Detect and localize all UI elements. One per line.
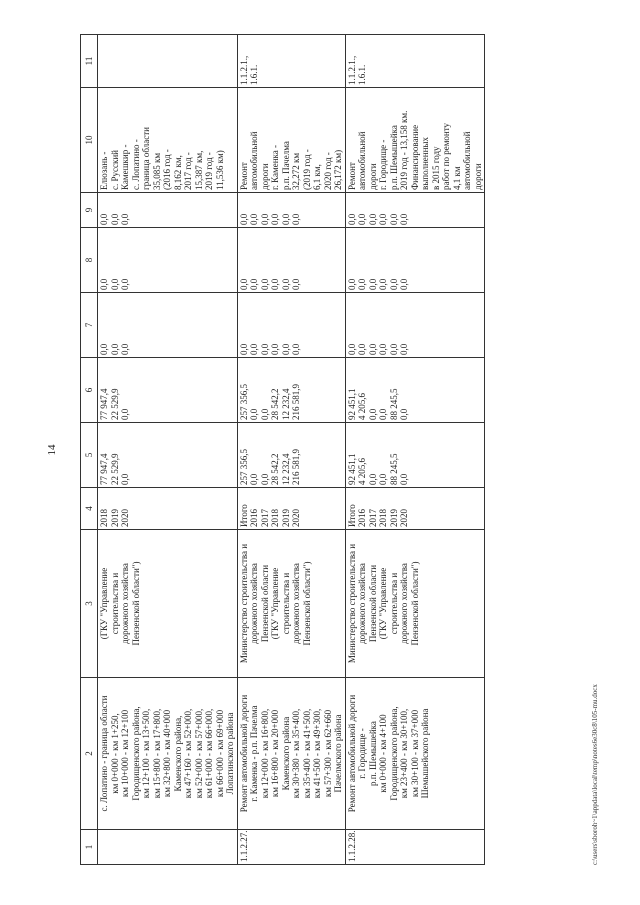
cell-line: 0,0 xyxy=(291,278,301,290)
cell-line: 0,0 xyxy=(357,213,367,225)
cell-line: 2018 xyxy=(378,509,388,527)
executor-cell xyxy=(237,530,345,678)
expected-result-cell xyxy=(98,88,238,193)
cell-line: 2019 xyxy=(109,509,120,527)
cell-line: граница области xyxy=(141,127,151,190)
cell-line: 2016 xyxy=(249,509,259,527)
cell-line: км 52+000 - км 57+000, xyxy=(193,708,204,799)
cell-line: Итого xyxy=(238,504,249,527)
header-cell: 7 xyxy=(81,293,98,358)
cell-line: км 10+000 - км 12+100 xyxy=(120,709,130,798)
cell-line: 2017 xyxy=(259,509,270,527)
cell-line: 92 451,1 xyxy=(346,453,357,485)
cell-line: Ремонт автомобильной дороги xyxy=(346,694,357,813)
cell-line: с. Лопатино - xyxy=(130,139,141,190)
regional-budget-cell xyxy=(345,358,485,423)
cell-line: 0,0 xyxy=(249,278,259,290)
cell-line: Каменского района xyxy=(280,716,291,791)
program-table xyxy=(80,34,485,865)
cell-line: 0,0 xyxy=(120,473,130,485)
federal-budget-cell xyxy=(98,293,238,358)
cell-line: Пензенской области xyxy=(259,564,270,643)
header-cell: 6 xyxy=(81,358,98,423)
cell-line: автомобильной xyxy=(249,131,259,190)
cell-line: 0,0 xyxy=(378,278,388,290)
cell-line: 0,0 xyxy=(238,213,249,225)
cell-line: 0,0 xyxy=(259,408,270,420)
cell-line: р.п. Пачелма xyxy=(280,141,291,190)
other-sources-cell xyxy=(345,193,485,228)
object-description-cell xyxy=(98,678,238,830)
cell-line: г. Городище - xyxy=(378,139,388,190)
cell-line: км 32+800 - км 40+000 xyxy=(162,709,172,798)
cell-line: 0,0 xyxy=(270,278,280,290)
cell-line: 0,0 xyxy=(357,343,367,355)
cell-line: 0,0 xyxy=(270,213,280,225)
cell-line: строительства и xyxy=(109,572,120,635)
regional-budget-cell xyxy=(237,358,345,423)
cell-line: с. Лопатино - граница области xyxy=(99,695,109,812)
cell-line: выполненных xyxy=(420,137,430,190)
cell-line: 0,0 xyxy=(399,213,409,225)
cell-line: 0,0 xyxy=(346,343,357,355)
cell-line: 0,0 xyxy=(259,213,270,225)
cell-line: 0,0 xyxy=(238,278,249,290)
cell-line: 4 205,6 xyxy=(357,393,367,420)
cell-line: км 41+500 - км 49+300, xyxy=(312,708,322,799)
cell-line: км 0+000 - км 4+100 xyxy=(378,714,388,793)
cell-line: Финансирование xyxy=(409,124,420,190)
cell-line: (ГКУ "Управление xyxy=(378,567,388,640)
page-number: 14 xyxy=(46,444,58,456)
cell-line: 1.1.2.1., xyxy=(238,55,249,85)
cell-line: Елюзань - xyxy=(99,151,109,190)
total-funding-cell xyxy=(237,423,345,488)
cell-line: 0,0 xyxy=(346,213,357,225)
cell-line: 12 232,4 xyxy=(280,453,291,485)
cell-line: 77 947,4 xyxy=(99,388,109,420)
cell-line: (2019 год - xyxy=(301,149,312,190)
cell-line: 32,272 км xyxy=(291,152,301,190)
cell-line: 0,0 xyxy=(280,343,291,355)
cell-line: 0,0 xyxy=(120,408,130,420)
cell-line: в 2015 году xyxy=(430,146,441,190)
cell-line: км 16+800 - км 20+000 xyxy=(270,709,280,798)
cell-line: дорожного хозяйства xyxy=(291,563,301,644)
cell-line: 2018 xyxy=(99,509,109,527)
cell-line: 0,0 xyxy=(399,473,409,485)
cell-line: км 61+000 - км 66+000, xyxy=(204,708,214,799)
executor-cell xyxy=(345,530,485,678)
cell-line: 0,0 xyxy=(346,278,357,290)
cell-line: 92 451,1 xyxy=(346,388,357,420)
year-cell xyxy=(237,488,345,530)
cell-line: 0,0 xyxy=(109,343,120,355)
cell-line: Камешкир - xyxy=(120,144,130,190)
cell-line: км 0+000 - км 1+250, xyxy=(109,713,120,794)
year-cell xyxy=(98,488,238,530)
cell-line: 2017 xyxy=(367,509,378,527)
cell-line: 15,387 км, xyxy=(193,150,204,190)
table-row xyxy=(98,35,238,865)
cell-line: р.п. Шемышейка xyxy=(388,125,399,190)
cell-line: км 12+100 - км 13+500, xyxy=(141,708,151,799)
cell-line: 0,0 xyxy=(249,408,259,420)
cell-line: 0,0 xyxy=(367,408,378,420)
cell-line: 0,0 xyxy=(238,343,249,355)
cell-line: 0,0 xyxy=(99,213,109,225)
cell-line: дороги xyxy=(259,163,270,190)
cell-line: 28 542,2 xyxy=(270,388,280,420)
cell-line: 2019 xyxy=(280,509,291,527)
cell-line: Пензенской области xyxy=(367,564,378,643)
cell-line: Пензенской области") xyxy=(409,561,420,646)
cell-line: 6,1 км, xyxy=(312,164,322,190)
cell-line: дороги xyxy=(367,163,378,190)
cell-line: 2020 xyxy=(399,509,409,527)
cell-line: работ по ремонту xyxy=(441,122,451,190)
year-cell xyxy=(345,488,485,530)
cell-line: 0,0 xyxy=(378,408,388,420)
header-cell: 4 xyxy=(81,488,98,530)
cell-line: 0,0 xyxy=(367,278,378,290)
cell-line: (ГКУ "Управление xyxy=(99,567,109,640)
cell-line: Лопатинского района xyxy=(225,712,235,795)
table-row xyxy=(345,35,485,865)
cell-line: 216 581,9 xyxy=(291,384,301,420)
cell-line: Итого xyxy=(346,504,357,527)
cell-line: г. Каменка - xyxy=(270,144,280,190)
cell-line: 0,0 xyxy=(270,343,280,355)
cell-line: Шемышейского района xyxy=(420,708,430,799)
cell-line: км 30+380 - км 35+400, xyxy=(291,708,301,799)
cell-line: 0,0 xyxy=(249,473,259,485)
header-row xyxy=(81,35,98,865)
cell-line: автомобильной xyxy=(462,131,472,190)
cell-line: дорожного хозяйства xyxy=(357,563,367,644)
cell-line: 2020 год - xyxy=(322,152,333,190)
cell-line: 2018 xyxy=(270,509,280,527)
local-budget-cell xyxy=(345,228,485,293)
footer-path: c:\users\sboroh~1\appdata\local\temp\notes6e30c8\105-mu.docx xyxy=(591,684,599,865)
object-description-cell xyxy=(345,678,485,830)
cell-line: г. Каменка - р.п. Пачелма xyxy=(249,705,259,802)
other-sources-cell xyxy=(237,193,345,228)
cell-line: 1.6.1. xyxy=(357,64,367,85)
cell-line: 2019 год - xyxy=(204,152,214,190)
cell-line: 22 529,9 xyxy=(109,388,120,420)
cell-line: 257 356,5 xyxy=(238,449,249,485)
cell-line: 8,162 км, xyxy=(172,155,183,190)
cell-line: 2017 год - xyxy=(183,152,193,190)
cell-line: 0,0 xyxy=(378,473,388,485)
cell-line: 0,0 xyxy=(109,213,120,225)
cell-line: Городищенского района, xyxy=(130,706,141,801)
cell-line: 0,0 xyxy=(249,213,259,225)
cell-line: (2016 год - xyxy=(162,149,172,190)
cell-line: 1.6.1. xyxy=(249,64,259,85)
header-cell: 1 xyxy=(81,830,98,865)
cell-line: 216 581,9 xyxy=(291,449,301,485)
cell-line: 0,0 xyxy=(399,278,409,290)
cell-line: 0,0 xyxy=(388,213,399,225)
cell-line: 77 947,4 xyxy=(99,453,109,485)
regional-budget-cell xyxy=(98,358,238,423)
cell-line: км 47+160 - км 52+000, xyxy=(183,708,193,799)
cell-line: 0,0 xyxy=(367,213,378,225)
cell-line: 0,0 xyxy=(357,278,367,290)
header-cell: 11 xyxy=(81,35,98,88)
expected-result-cell xyxy=(345,88,485,193)
cell-line: 12 232,4 xyxy=(280,388,291,420)
cell-line: автомобильной xyxy=(357,131,367,190)
cell-line: 1.1.2.1., xyxy=(346,55,357,85)
cell-line: строительства и xyxy=(388,572,399,635)
cell-line: 257 356,5 xyxy=(238,384,249,420)
header-cell: 3 xyxy=(81,530,98,678)
cell-line: Городищенского района, xyxy=(388,706,399,801)
indicator-cell xyxy=(237,35,345,88)
cell-line: дороги xyxy=(472,163,483,190)
executor-cell xyxy=(98,530,238,678)
cell-line: 0,0 xyxy=(249,343,259,355)
row-id-cell xyxy=(98,830,238,865)
cell-line: 0,0 xyxy=(291,213,301,225)
cell-line: 11,536 км) xyxy=(214,150,225,190)
header-cell: 10 xyxy=(81,88,98,193)
cell-line: 0,0 xyxy=(291,343,301,355)
cell-line: 88 245,5 xyxy=(388,388,399,420)
cell-line: Министерство строительства и xyxy=(346,543,357,664)
row-id-cell: 1.1.2.28. xyxy=(345,830,485,865)
cell-line: с. Русский xyxy=(109,150,120,190)
cell-line: 4 205,6 xyxy=(357,458,367,485)
cell-line: Пензенской области") xyxy=(301,561,312,646)
cell-line: 4,1 км xyxy=(451,166,462,190)
indicator-cell xyxy=(345,35,485,88)
cell-line: Пачелмского района xyxy=(333,714,343,793)
cell-line: 0,0 xyxy=(120,343,130,355)
cell-line: 0,0 xyxy=(399,408,409,420)
local-budget-cell xyxy=(237,228,345,293)
cell-line: 2020 xyxy=(291,509,301,527)
cell-line: 0,0 xyxy=(259,278,270,290)
cell-line: 88 245,5 xyxy=(388,453,399,485)
local-budget-cell xyxy=(98,228,238,293)
cell-line: км 57+300 - км 62+660 xyxy=(322,709,333,798)
cell-line: 0,0 xyxy=(378,343,388,355)
cell-line: 2019 год - 13,158 км. xyxy=(399,110,409,190)
cell-line: км 35+400 - км 41+500, xyxy=(301,708,312,799)
cell-line: 0,0 xyxy=(280,213,291,225)
cell-line: 2020 xyxy=(120,509,130,527)
indicator-cell xyxy=(98,35,238,88)
cell-line: км 15+800 - км 17+800, xyxy=(151,708,162,799)
cell-line: км 12+000 - км 16+800, xyxy=(259,708,270,799)
cell-line: 0,0 xyxy=(388,343,399,355)
cell-line: Ремонт автомобильной дороги xyxy=(238,694,249,813)
cell-line: Пензенской области") xyxy=(130,561,141,646)
cell-line: строительства и xyxy=(280,572,291,635)
cell-line: 2019 xyxy=(388,509,399,527)
cell-line: (ГКУ "Управление xyxy=(270,567,280,640)
cell-line: Министерство строительства и xyxy=(238,543,249,664)
federal-budget-cell xyxy=(345,293,485,358)
cell-line: 0,0 xyxy=(367,473,378,485)
cell-line: г. Городище - xyxy=(357,728,367,779)
cell-line: дорожного хозяйства xyxy=(120,563,130,644)
cell-line: 0,0 xyxy=(99,343,109,355)
header-cell: 9 xyxy=(81,193,98,228)
cell-line: Ремонт xyxy=(346,162,357,190)
cell-line: 2016 xyxy=(357,509,367,527)
object-description-cell xyxy=(237,678,345,830)
cell-line: дорожного хозяйства xyxy=(399,563,409,644)
header-cell: 5 xyxy=(81,423,98,488)
total-funding-cell xyxy=(345,423,485,488)
cell-line: 0,0 xyxy=(259,473,270,485)
cell-line: 35,085 км xyxy=(151,152,162,190)
cell-line: 0,0 xyxy=(99,278,109,290)
other-sources-cell xyxy=(98,193,238,228)
cell-line: 0,0 xyxy=(109,278,120,290)
cell-line: Каменского района, xyxy=(172,715,183,792)
cell-line: 0,0 xyxy=(367,343,378,355)
expected-result-cell xyxy=(237,88,345,193)
cell-line: р.п. Шемышейка xyxy=(367,721,378,786)
table-row xyxy=(237,35,345,865)
cell-line: 0,0 xyxy=(399,343,409,355)
total-funding-cell xyxy=(98,423,238,488)
cell-line: 0,0 xyxy=(259,343,270,355)
cell-line: Ремонт xyxy=(238,162,249,190)
row-id-cell: 1.1.2.27. xyxy=(237,830,345,865)
cell-line: 0,0 xyxy=(120,278,130,290)
cell-line: км 30+100 - км 37+000 xyxy=(409,709,420,798)
cell-line: 22 529,9 xyxy=(109,453,120,485)
header-cell: 2 xyxy=(81,678,98,830)
cell-line: 0,0 xyxy=(280,278,291,290)
cell-line: км 23+400 - км 30+100, xyxy=(399,708,409,799)
cell-line: 26,172 км) xyxy=(333,149,343,190)
federal-budget-cell xyxy=(237,293,345,358)
cell-line: 0,0 xyxy=(388,278,399,290)
cell-line: 0,0 xyxy=(120,213,130,225)
header-cell: 8 xyxy=(81,228,98,293)
cell-line: км 66+000 - км 69+000 xyxy=(214,709,225,798)
cell-line: 28 542,2 xyxy=(270,453,280,485)
cell-line: дорожного хозяйства xyxy=(249,563,259,644)
cell-line: 0,0 xyxy=(378,213,388,225)
